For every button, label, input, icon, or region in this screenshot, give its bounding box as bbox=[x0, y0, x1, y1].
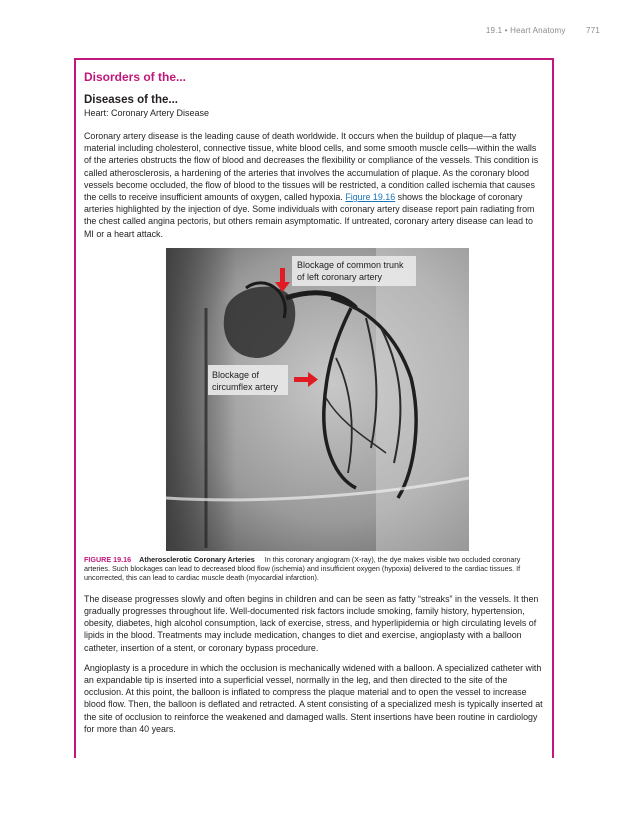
caption-text: In this coronary angiogram (X-ray), the dye makes visible two occluded coronary arteries. Such blockages can lead to decreased blood flow (ischemia) and insufficient oxygen (hypoxia) delivered to the cardiac tissues. If uncorrected, this can lead to cardiac muscle death (myocardial infarction). bbox=[84, 554, 521, 583]
arrow-top-shaft bbox=[280, 268, 285, 282]
label-mid-line2: circumflex artery bbox=[212, 381, 279, 392]
paragraph-2: The disease progresses slowly and often begins in children and can be seen as fatty “streaks” in the vessels. It then gradually progresses throughout life. Well-documented risk factors include smoking, family history, hypertension, obesity, diabetes, high alcohol consumption, lack of exercise, stress, and hyperlipidemia or high circulating levels of lipids in the blood. Treatments may include medication, changes to diet and exercise, angioplasty with a balloon catheter, insertion of a stent, or coronary bypass procedure. bbox=[84, 593, 539, 653]
paragraph-3: Angioplasty is a procedure in which the occlusion is mechanically widened with a balloon. A specialized catheter with an expandable tip is inserted into a superficial vessel, normally in the leg, and then directed to the site of the occlusion. At this point, the balloon is inflated to compress the plaque material and to open the vessel to increase blood flow. Then, the balloon is deflated and retracted. A stent consisting of a specialized mesh is typically inserted at the site of occlusion to reinforce the weakened and damaged walls. Stent insertions have been routine in cardiology for more than 40 years. bbox=[84, 662, 543, 734]
feature-title: Disorders of the... bbox=[84, 70, 187, 84]
feature-subtitle: Diseases of the... bbox=[84, 94, 178, 106]
arrow-mid-shaft bbox=[294, 377, 308, 382]
xray-shadow bbox=[166, 248, 236, 551]
label-top-line2: of left coronary artery bbox=[297, 271, 383, 282]
label-top-line1: Blockage of common trunk bbox=[297, 259, 404, 270]
caption-figure-title: Atherosclerotic Coronary Arteries bbox=[139, 554, 255, 564]
feature-topic: Heart: Coronary Artery Disease bbox=[84, 108, 210, 118]
running-head bbox=[486, 26, 600, 35]
section-label: 19.1 • Heart Anatomy bbox=[485, 26, 566, 35]
figure-19-16-link[interactable]: Figure 19.16 bbox=[345, 192, 396, 203]
page-number: 771 bbox=[586, 26, 600, 35]
figure-caption bbox=[84, 555, 544, 583]
disorders-feature-box bbox=[74, 58, 554, 758]
paragraph-1-text-a: Coronary artery disease is the leading cause of death worldwide. It occurs when the buildup of plaque—a fatty material including cholesterol, connective tissue, white blood cells, and some smooth muscle cells—within the walls of the arteries obstructs the flow of blood and decreases the flexibility or compliance of the vessels. This condition is called atherosclerosis, a hardening of the arteries that involves the accumulation of plaque. As the coronary blood vessels become occluded, the flow of blood to the tissues will be restricted, a condition called ischemia that causes the cells to receive insufficient amounts of oxygen, called hypoxia. bbox=[84, 131, 539, 203]
paragraph-1-text-b: shows the blockage of coronary arteries highlighted by the injection of dye. Some individuals with coronary artery disease report pain radiating from the chest called angina pectoris, but others remain asymptomatic. If untreated, coronary artery disease can lead to MI or a heart attack. bbox=[84, 192, 535, 239]
angiogram-image bbox=[166, 248, 469, 551]
caption-figure-number: FIGURE 19.16 bbox=[84, 554, 132, 564]
angiogram-figure bbox=[166, 248, 469, 551]
paragraph-1 bbox=[84, 130, 544, 240]
label-mid-line1: Blockage of bbox=[212, 369, 260, 380]
xray-lung-field bbox=[376, 248, 469, 551]
